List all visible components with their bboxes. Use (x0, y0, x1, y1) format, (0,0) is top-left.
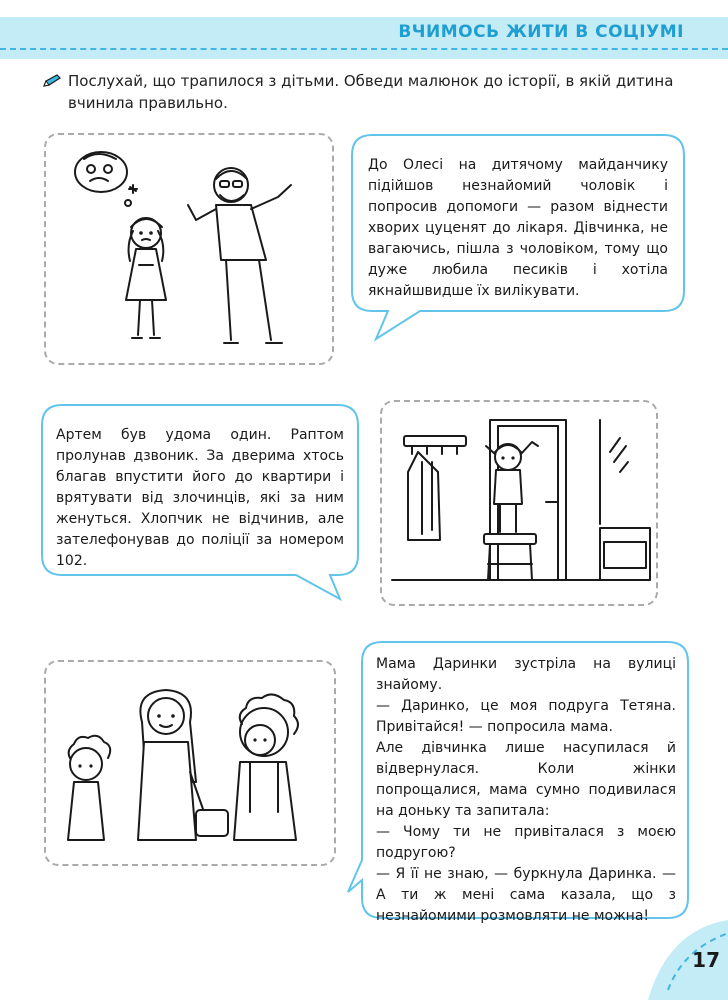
instruction (42, 70, 682, 114)
story-paragraph: — Даринко, це моя подруга Тетяна. Привітайся! — попросила мама. (376, 698, 676, 735)
mother-meets-friend-illustration (46, 662, 334, 864)
pencil-icon (42, 74, 62, 88)
boy-at-door-illustration (382, 402, 656, 604)
story-text-2: Артем був удома один. Раптом пролунав дзвоник. За дверима хтось благав впустити його до квартири і врятувати від злочинців, які за ним женуться. Хлопчик не відчинив, але зателефонував до поліції за номером 102. (56, 427, 344, 569)
header-divider (0, 48, 728, 50)
story-text-1: До Олесі на дитячому майданчику підійшов незнайомий чоловік і попросив допомоги — разом віднести хворих цуценят до лікаря. Дівчинка, не вагаючись, пішла з чоловіком, тому що дуже любила песиків і хотіла якнайшвидше їх вилікувати. (368, 157, 668, 299)
page-number: 17 (692, 948, 720, 972)
story-paragraph: — Я її не знаю, — буркнула Даринка. — А ти ж мені сама казала, що з незнайомими розмовляти не можна! (376, 866, 676, 924)
story-paragraph: Але дівчинка лише насупилася й відвернулася. Коли жінки попрощалися, мама сумно подивилася на доньку та запитала: (376, 740, 676, 819)
illustration-card-1[interactable] (44, 133, 334, 365)
instruction-text: Послухай, що трапилося з дітьми. Обведи малюнок до історії, в якій дитина вчинила правильно. (68, 72, 674, 112)
story-paragraph: — Чому ти не привіталася з моєю подругою? (376, 824, 676, 861)
story-bubble-1 (350, 133, 686, 343)
story-bubble-3 (346, 640, 690, 922)
story-text-3 (376, 654, 676, 927)
section-title: ВЧИМОСЬ ЖИТИ В СОЦІУМІ (398, 22, 684, 42)
story-paragraph: Мама Даринки зустріла на вулиці знайому. (376, 656, 676, 693)
illustration-card-2[interactable] (380, 400, 658, 606)
girl-with-stranger-illustration (46, 135, 332, 363)
story-bubble-2 (40, 403, 360, 601)
illustration-card-3[interactable] (44, 660, 336, 866)
